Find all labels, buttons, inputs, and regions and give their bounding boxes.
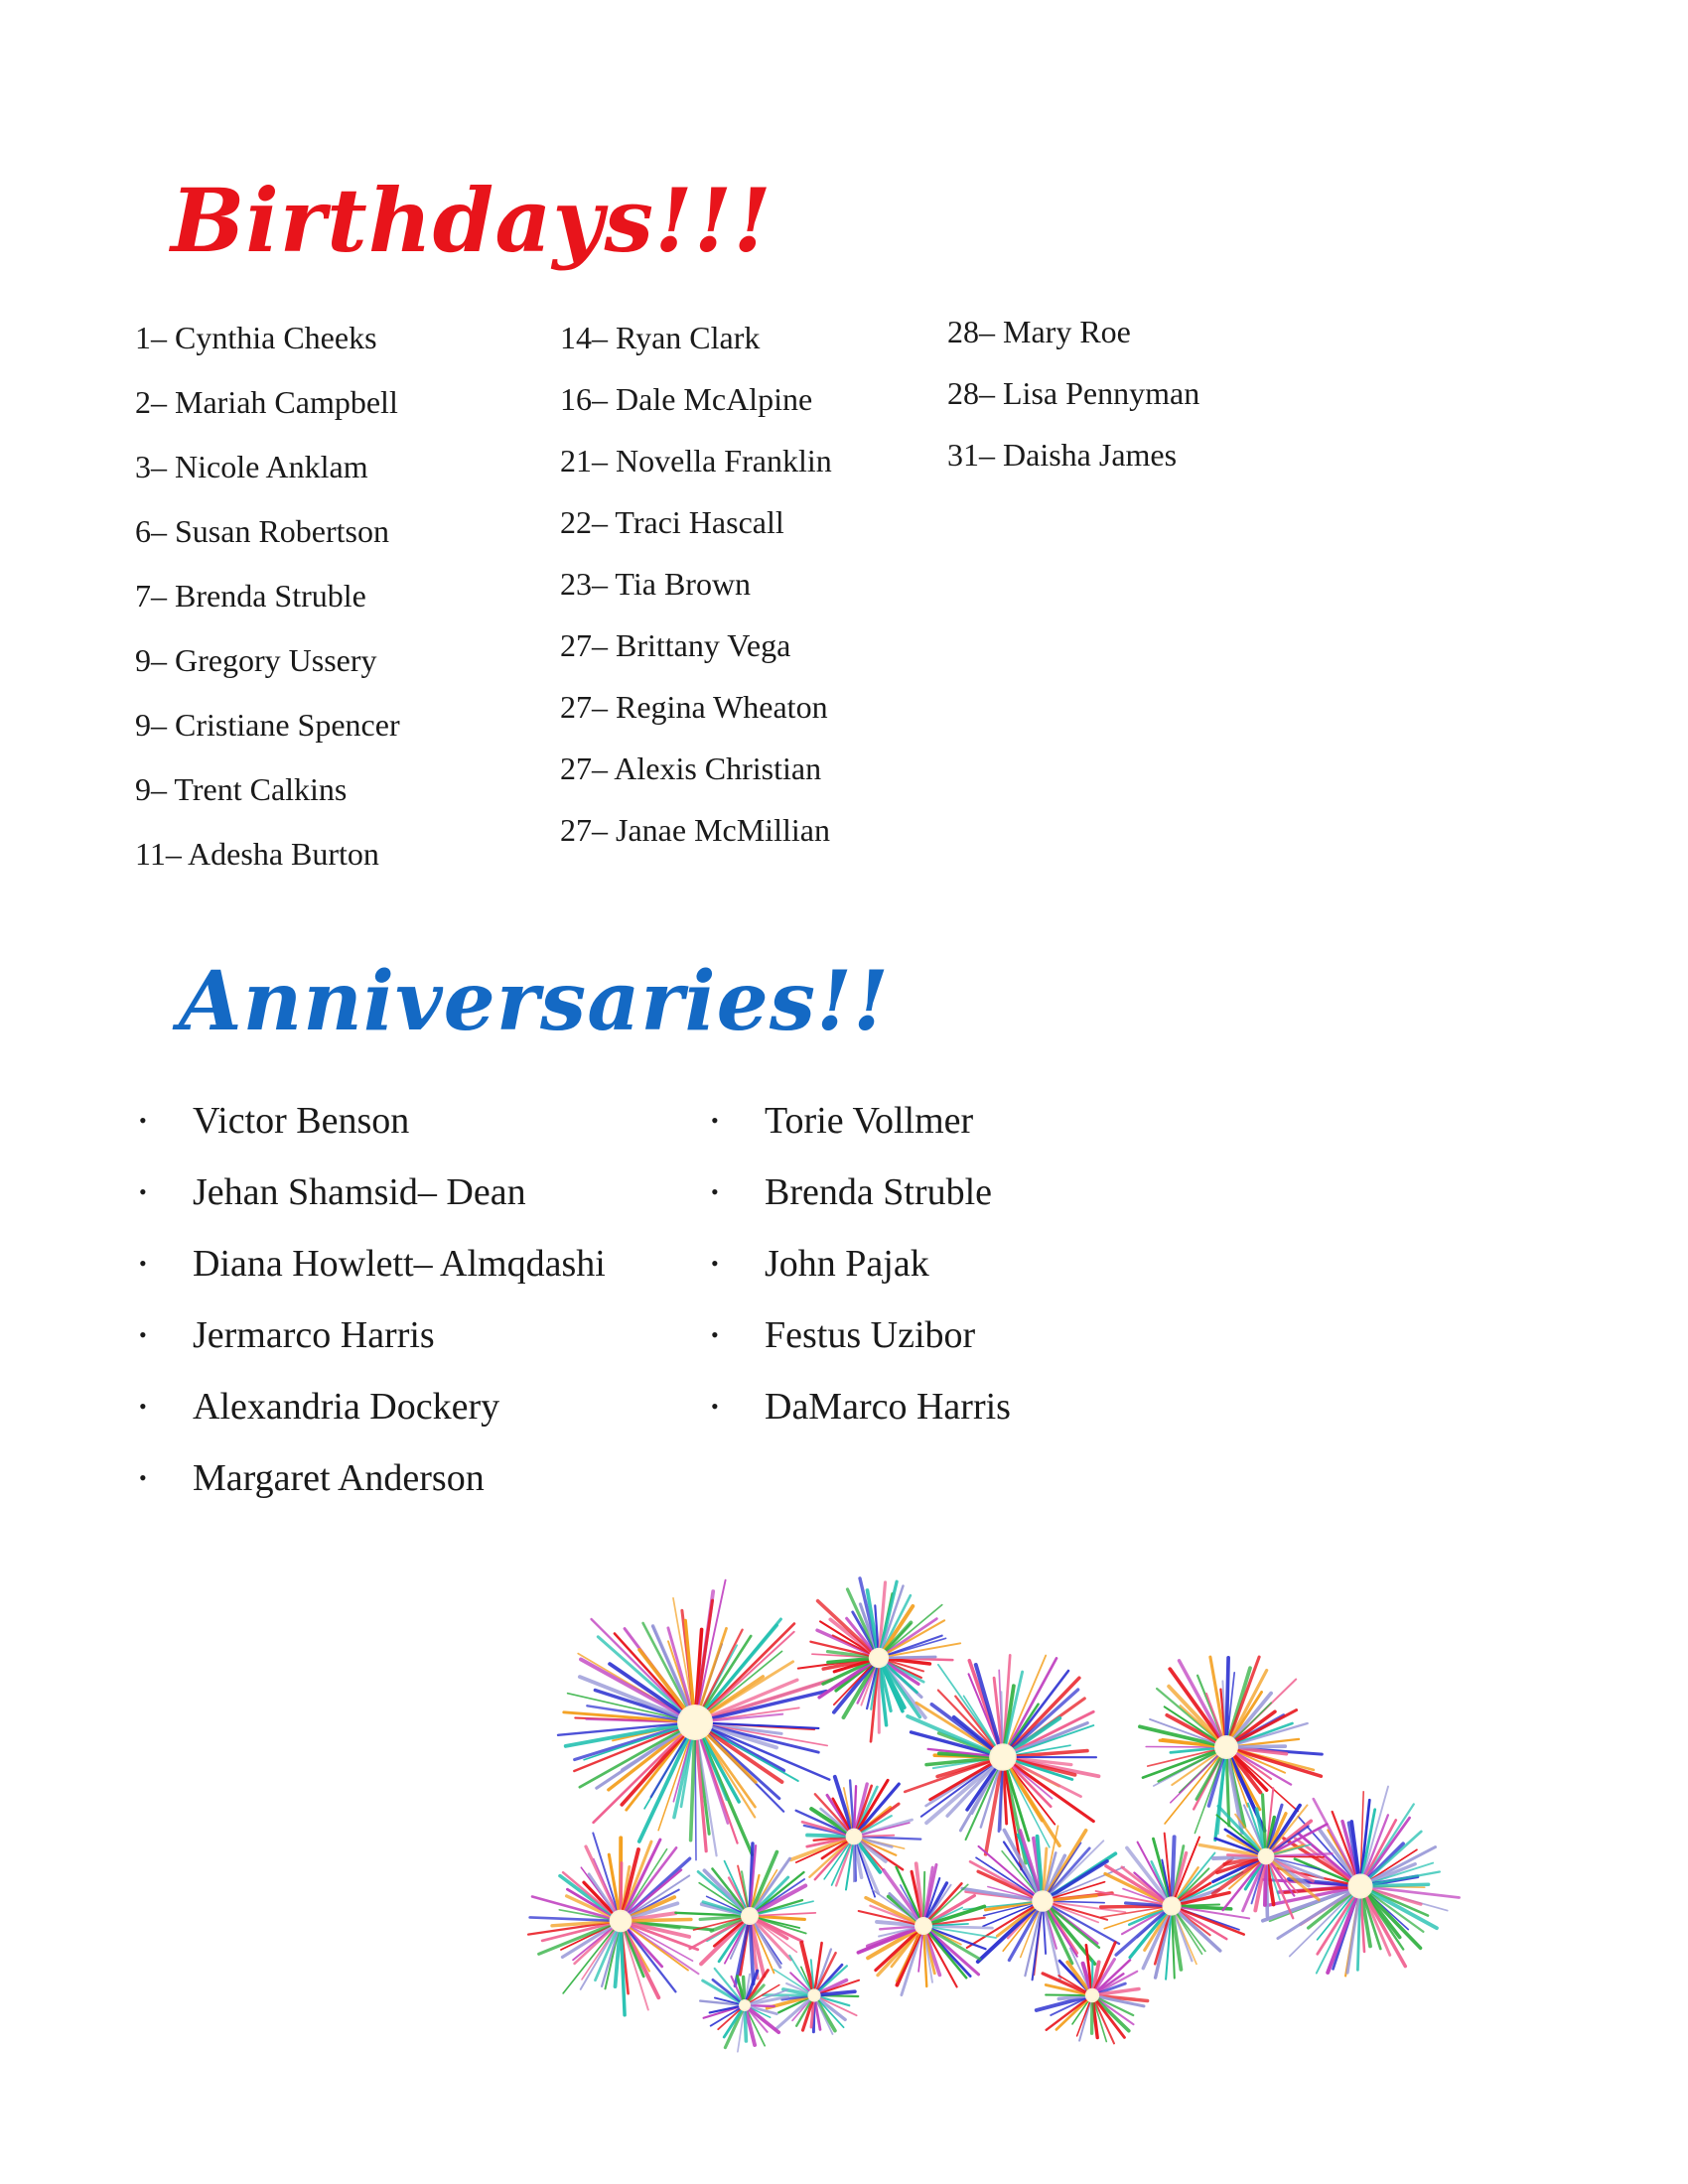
anniversary-entry	[711, 1382, 1011, 1434]
bullet-icon: •	[711, 1179, 719, 1205]
birthday-entry: 9– Gregory Ussery	[135, 642, 377, 678]
birthday-entry: 27– Brittany Vega	[560, 627, 791, 663]
firework-burst	[558, 1580, 831, 1860]
bullet-icon: •	[139, 1394, 147, 1420]
birthday-entry: 28– Lisa Pennyman	[947, 375, 1200, 411]
birthday-entry: 1– Cynthia Cheeks	[135, 320, 377, 355]
firework-burst	[700, 1969, 787, 2052]
anniversaries-title: Anniversaries!!	[179, 954, 891, 1049]
bullet-icon: •	[711, 1251, 719, 1277]
bullet-icon: •	[139, 1251, 147, 1277]
bullet-icon: •	[139, 1108, 147, 1134]
birthday-entry: 11– Adesha Burton	[135, 836, 379, 872]
anniversary-entry	[139, 1382, 499, 1434]
anniversary-name: Torie Vollmer	[765, 1100, 974, 1142]
anniversary-name: John Pajak	[765, 1243, 929, 1285]
birthday-entry: 14– Ryan Clark	[560, 320, 761, 355]
firework-burst	[1199, 1788, 1332, 1918]
anniversary-name: Jehan Shamsid– Dean	[193, 1171, 526, 1213]
birthday-entry: 9– Cristiane Spencer	[135, 707, 400, 743]
birthday-entry: 27– Janae McMillian	[560, 812, 830, 848]
birthdays-title: Birthdays!!!	[171, 169, 773, 272]
anniversary-entry	[711, 1096, 973, 1149]
anniversary-name: DaMarco Harris	[765, 1386, 1011, 1428]
anniversary-entry	[711, 1167, 992, 1220]
birthday-entry: 2– Mariah Campbell	[135, 384, 398, 420]
anniversary-name: Diana Howlett– Almqdashi	[193, 1243, 606, 1285]
birthday-entry: 27– Regina Wheaton	[560, 689, 828, 725]
bullet-icon: •	[711, 1394, 719, 1420]
firework-burst	[764, 1943, 860, 2034]
birthday-entry: 9– Trent Calkins	[135, 771, 348, 807]
anniversary-name: Jermarco Harris	[193, 1314, 435, 1356]
birthday-entry: 22– Traci Hascall	[560, 504, 784, 540]
bullet-icon: •	[139, 1322, 147, 1348]
anniversary-entry	[139, 1239, 606, 1292]
anniversary-name: Brenda Struble	[765, 1171, 993, 1213]
anniversary-entry	[139, 1453, 485, 1506]
birthday-entry: 21– Novella Franklin	[560, 443, 832, 478]
firework-burst	[905, 1655, 1098, 1869]
anniversary-entry	[711, 1310, 975, 1363]
birthday-entry: 6– Susan Robertson	[135, 513, 389, 549]
firework-burst	[858, 1863, 996, 1994]
birthday-entry: 23– Tia Brown	[560, 566, 752, 602]
bullet-icon: •	[139, 1465, 147, 1491]
anniversary-name: Alexandria Dockery	[193, 1386, 500, 1428]
birthday-entry: 3– Nicole Anklam	[135, 449, 368, 484]
birthday-entry: 28– Mary Roe	[947, 314, 1131, 349]
anniversary-name: Festus Uzibor	[765, 1314, 976, 1356]
anniversary-entry	[711, 1239, 929, 1292]
birthday-entry: 16– Dale McAlpine	[560, 381, 813, 417]
birthday-entry: 7– Brenda Struble	[135, 578, 366, 614]
bullet-icon: •	[711, 1322, 719, 1348]
firework-burst	[798, 1578, 960, 1741]
fireworks-illustration	[487, 1529, 1489, 2085]
anniversary-entry	[139, 1167, 526, 1220]
bullet-icon: •	[711, 1108, 719, 1134]
anniversary-entry	[139, 1096, 409, 1149]
anniversary-name: Victor Benson	[193, 1100, 410, 1142]
bullet-icon: •	[139, 1179, 147, 1205]
birthday-entry: 31– Daisha James	[947, 437, 1178, 473]
birthday-entry: 27– Alexis Christian	[560, 751, 822, 786]
firework-burst	[528, 1834, 713, 2015]
anniversary-entry	[139, 1310, 435, 1363]
anniversary-name: Margaret Anderson	[193, 1457, 485, 1499]
